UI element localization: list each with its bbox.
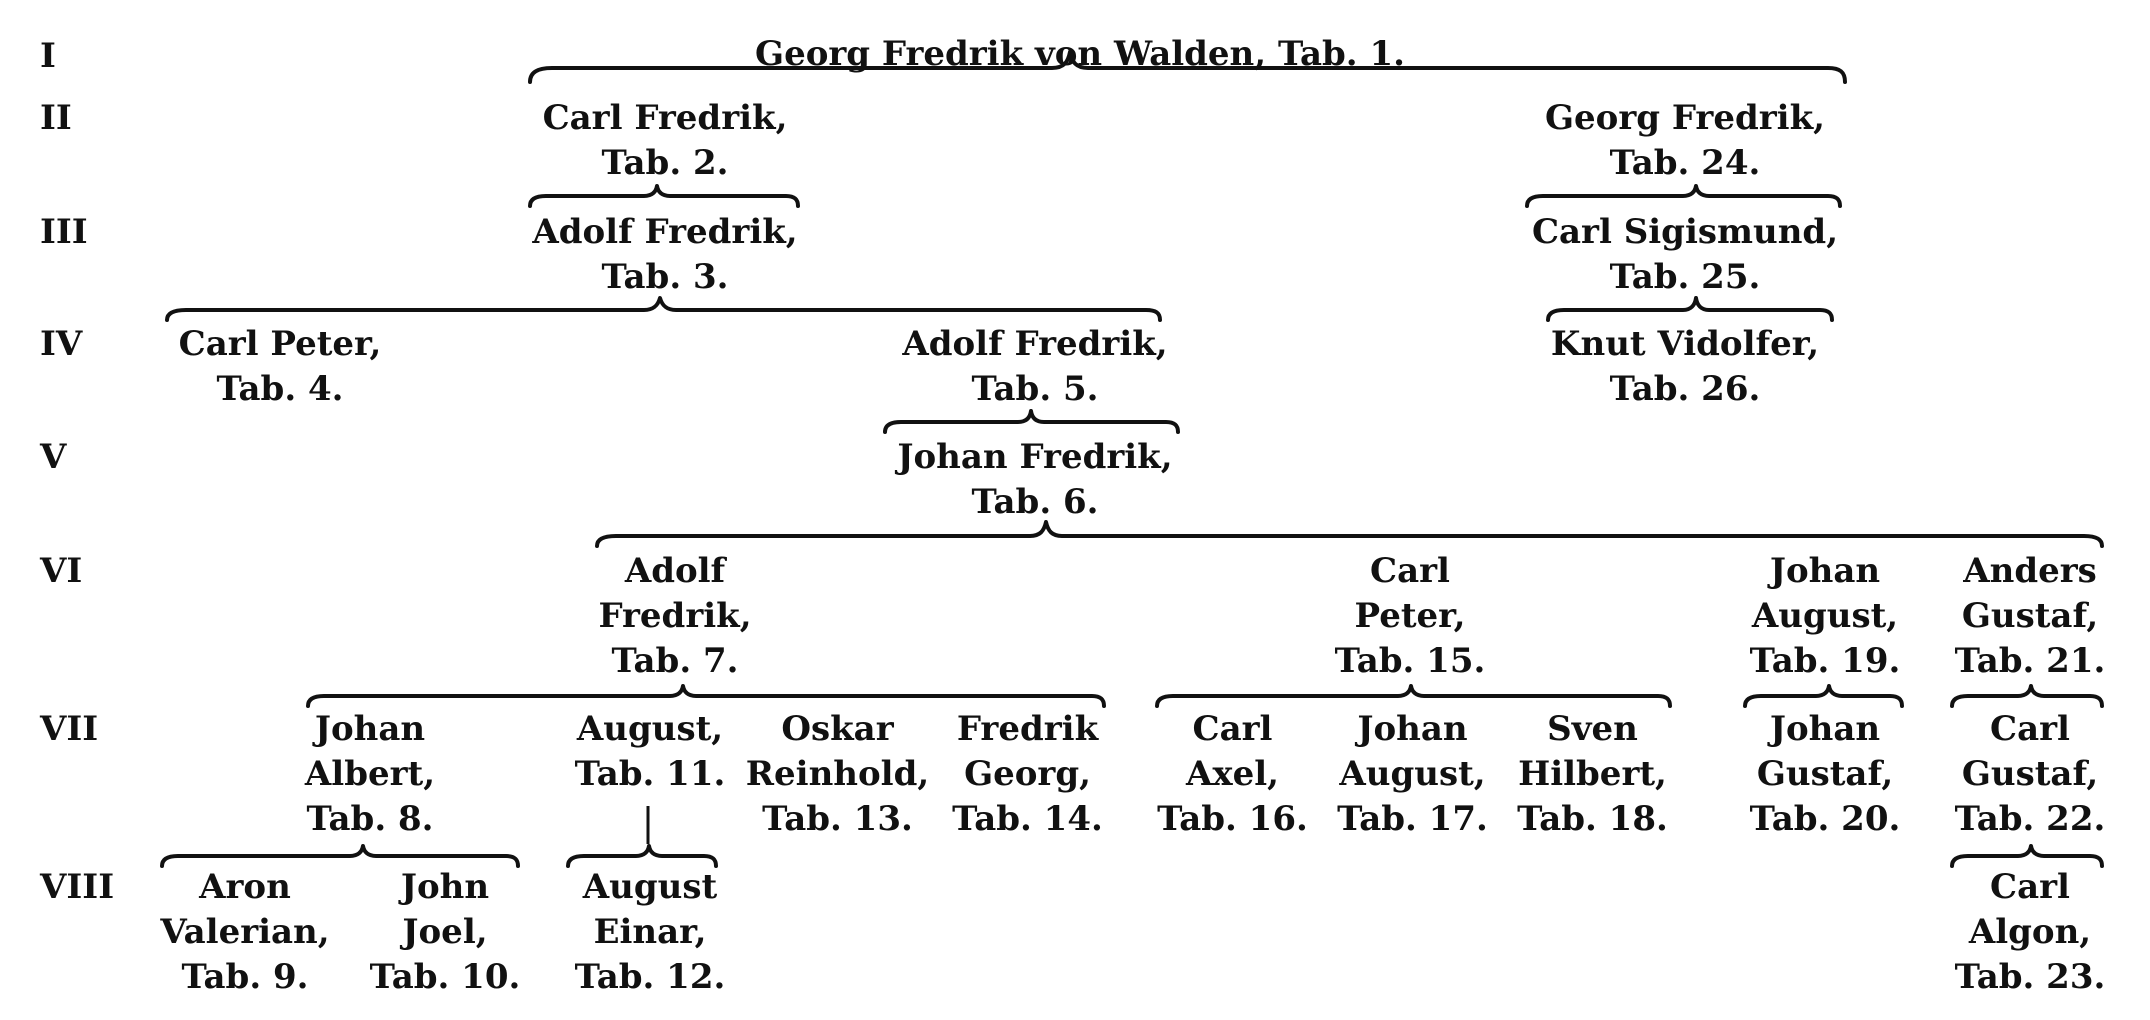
person-name-line: Carl — [1192, 709, 1273, 749]
person-tab-15 — [1310, 549, 1510, 684]
person-tab-line: Tab. 18. — [1517, 799, 1668, 839]
person-name-line: Adolf — [624, 551, 726, 591]
person-name-line: Carl Peter, — [178, 324, 382, 364]
brace-tab3-children — [167, 298, 1160, 320]
person-tab-26 — [1510, 322, 1860, 412]
brace-tab21-children — [1952, 686, 2102, 706]
person-name-line: Gustaf, — [1961, 754, 2099, 794]
person-tab-line: Tab. 21. — [1954, 641, 2106, 681]
person-tab-line: Tab. 8. — [306, 799, 434, 839]
person-tab-25 — [1510, 210, 1860, 300]
person-tab-14 — [935, 707, 1120, 842]
person-tab-line: Tab. 19. — [1749, 641, 1901, 681]
person-name-line: August, — [576, 709, 724, 749]
person-tab-line: Tab. 9. — [181, 957, 309, 997]
brace-tab22-children — [1952, 846, 2102, 866]
person-name-line: Albert, — [304, 754, 436, 794]
person-name-line: Algon, — [1968, 912, 2092, 952]
generation-label-8: VIII — [40, 867, 115, 907]
person-tab-3 — [500, 210, 830, 300]
person-tab-line: Tab. 13. — [762, 799, 913, 839]
person-tab-2 — [500, 96, 830, 186]
person-tab-6 — [870, 435, 1200, 525]
person-name-line: Gustaf, — [1756, 754, 1894, 794]
person-name-line: Johan — [1769, 709, 1881, 749]
person-tab-line: Tab. 10. — [369, 957, 521, 997]
person-name-line: Oskar — [781, 709, 894, 749]
person-tab-line: Tab. 20. — [1749, 799, 1901, 839]
person-name-line: Fredrik, — [598, 596, 752, 636]
person-name-line: Aron — [199, 867, 291, 907]
person-tab-7 — [570, 549, 780, 684]
brace-tab7-children — [308, 686, 1104, 706]
person-tab-23 — [1940, 865, 2120, 1000]
person-name-line: Georg, — [964, 754, 1091, 794]
person-tab-line: Tab. 7. — [611, 641, 739, 681]
person-name-line: Valerian, — [160, 912, 330, 952]
person-tab-line: Tab. 6. — [971, 482, 1099, 522]
person-tab-line: Tab. 14. — [952, 799, 1103, 839]
person-tab-8 — [270, 707, 470, 842]
person-tab-line: Tab. 12. — [574, 957, 726, 997]
person-name-line: Carl Fredrik, — [542, 98, 788, 138]
person-tab-line: Tab. 16. — [1157, 799, 1308, 839]
generation-label-3: III — [40, 212, 88, 252]
person-tab-20 — [1735, 707, 1915, 842]
person-name-line: John — [400, 867, 490, 907]
person-name-line: Reinhold, — [745, 754, 930, 794]
brace-tab2-children — [530, 186, 798, 206]
person-tab-line: Tab. 11. — [574, 754, 726, 794]
generation-label-4: IV — [40, 324, 83, 364]
brace-tab6-children — [597, 522, 2102, 546]
generation-label-7: VII — [40, 709, 99, 749]
person-name-line: August — [582, 867, 718, 907]
person-tab-line: Tab. 26. — [1609, 369, 1761, 409]
person-tab-line: Tab. 23. — [1954, 957, 2106, 997]
generation-label-1: I — [40, 36, 56, 76]
person-name-line: August, — [1751, 596, 1899, 636]
person-tab-11 — [560, 707, 740, 797]
person-tab-line: Tab. 25. — [1609, 257, 1761, 297]
person-tab-line: Tab. 24. — [1609, 143, 1761, 183]
person-tab-13 — [745, 707, 930, 842]
person-tab-line: Tab. 15. — [1334, 641, 1486, 681]
person-name-line: Johan — [1357, 709, 1468, 749]
person-tab-5 — [870, 322, 1200, 412]
person-name-line: Joel, — [402, 912, 488, 952]
person-tab-line: Tab. 2. — [601, 143, 729, 183]
person-tab-line: Tab. 4. — [216, 369, 344, 409]
person-tab-19 — [1735, 549, 1915, 684]
brace-tab25-children — [1548, 298, 1832, 320]
person-name-line: Einar, — [593, 912, 707, 952]
person-name-line: Georg Fredrik, — [1545, 98, 1825, 138]
person-name-line: Fredrik — [956, 709, 1099, 749]
generation-label-6: VI — [40, 551, 83, 591]
person-tab-18 — [1505, 707, 1680, 842]
person-tab-24 — [1510, 96, 1860, 186]
person-tab-line: Tab. 22. — [1954, 799, 2106, 839]
brace-tab15-children — [1157, 686, 1670, 706]
person-tab-21 — [1940, 549, 2120, 684]
person-tab-4 — [150, 322, 410, 412]
person-name-line: Carl — [1370, 551, 1450, 591]
person-name-line: Adolf Fredrik, — [532, 212, 798, 252]
person-name-line: Carl Sigismund, — [1531, 212, 1839, 252]
person-name-line: Knut Vidolfer, — [1550, 324, 1820, 364]
person-name-line: Axel, — [1185, 754, 1280, 794]
person-name-line: Carl — [1990, 709, 2070, 749]
person-name-line: Carl — [1990, 867, 2070, 907]
person-name-line: Sven — [1547, 709, 1638, 749]
person-name-line: Johan — [314, 709, 426, 749]
generation-label-2: II — [40, 98, 72, 138]
person-tab-line: Tab. 17. — [1337, 799, 1488, 839]
person-tab-22 — [1940, 707, 2120, 842]
person-name-line: Johan — [1769, 551, 1881, 591]
person-name-line: August, — [1339, 754, 1486, 794]
person-name-line: Gustaf, — [1961, 596, 2099, 636]
person-tab-line: Tab. 5. — [971, 369, 1099, 409]
person-name-line: Peter, — [1354, 596, 1466, 636]
person-tab-10 — [355, 865, 535, 1000]
generation-label-5: V — [40, 437, 67, 477]
brace-tab19-children — [1745, 686, 1902, 706]
person-tab-12 — [560, 865, 740, 1000]
person-tab-1 — [700, 32, 1460, 77]
person-tab-17 — [1325, 707, 1500, 842]
person-name-line: Johan Fredrik, — [897, 437, 1173, 477]
brace-tab24-children — [1527, 186, 1840, 206]
person-name-line: Anders — [1963, 551, 2097, 591]
person-name-line: Adolf Fredrik, — [902, 324, 1168, 364]
person-tab-line: Tab. 3. — [601, 257, 729, 297]
person-name-line: Georg Fredrik von Walden, Tab. 1. — [755, 34, 1405, 74]
person-name-line: Hilbert, — [1518, 754, 1667, 794]
brace-tab11-children — [568, 846, 716, 866]
person-tab-9 — [150, 865, 340, 1000]
person-tab-16 — [1145, 707, 1320, 842]
brace-tab5-children — [885, 411, 1178, 432]
brace-tab8-children — [162, 846, 518, 866]
